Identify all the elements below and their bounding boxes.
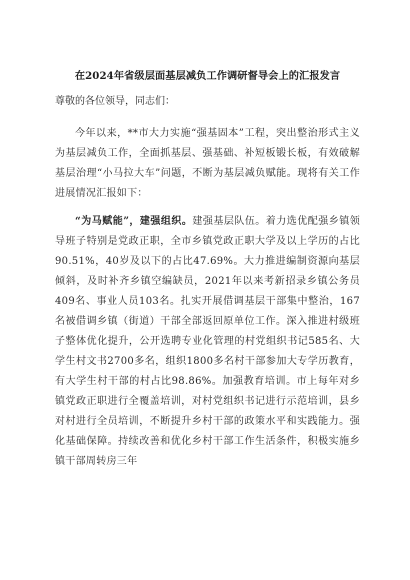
- paragraph-organization: [55, 212, 360, 472]
- paragraph-body: 建强基层队伍。着力选优配强乡镇领导班子特别是党政正职，全市乡镇党政正职大学及以上学历的占比90.51%，40岁及以下的占比47.69%。大力推进编制资源向基层倾斜，及时补齐乡镇空编缺员，2021年以来考新招录乡镇公务员409名、事业人员103名。扎实开展借调基层干部集中整治，167名被借调乡镇（街道）干部全部返回原单位工作。深入推进村级班子整体优化提升，公开选聘专业化管理的村党组织书记585名、大学生村文书2700多名，组织1800多名村干部参加大专学历教育，有大学生村干部的村占比98.86%。加强教育培训。市上每年对乡镇党政正职进行全覆盖培训，对村党组织书记进行示范培训，县乡对村进行全员培训，不断提升乡村干部的政策水平和实践能力。强化基础保障。持续改善和优化乡村干部工作生活条件，积极实施乡镇干部周转房三年: [55, 216, 360, 467]
- paragraph-intro: [55, 124, 360, 204]
- document-title: 在2024年省级层面基层减负工作调研督导会上的汇报发言: [74, 70, 341, 82]
- paragraph-body: 今年以来，**市大力实施“强基固本”工程，突出整治形式主义为基层减负工作，全面抓基层、强基础、补短板锻长板，有效破解基层治理“小马拉大车”问题，不断为基层减负赋能。现将有关工作进展情况汇报如下：: [55, 128, 360, 199]
- salutation: 尊敬的各位领导，同志们：: [55, 96, 175, 107]
- paragraph-lead: “为马赋能”，建强组织。: [75, 216, 193, 227]
